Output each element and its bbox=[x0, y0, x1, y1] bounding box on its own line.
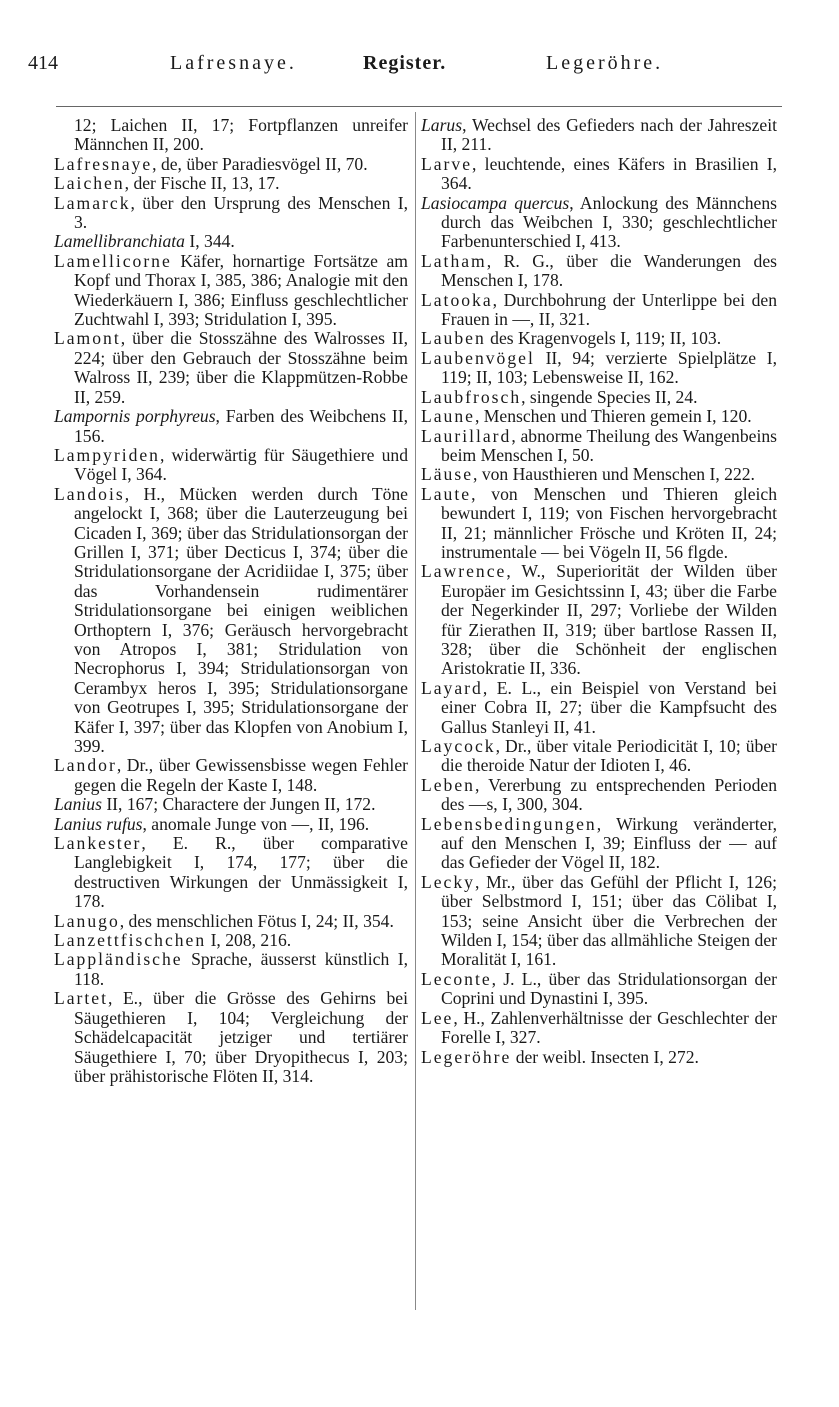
entry-headword: Lafresnaye bbox=[54, 153, 153, 174]
entry-text: , Mr., über das Gefühl der Pflicht I, 126; über Selbstmord I, 151; über das Cölibat I, 153; seine Ansicht über die Verbrechen der Wilden I, 154; über das allmähliche Steigen der Moralität I, 161. bbox=[441, 871, 777, 970]
entry-headword: Leben bbox=[421, 774, 475, 795]
entry-text: , Anlockung des Männchens durch das Weibchen I, 330; geschlechtlicher Farbenunterschied I, 413. bbox=[441, 192, 777, 252]
column-divider bbox=[415, 112, 416, 1310]
entry-headword: Layard bbox=[421, 677, 483, 698]
entry-headword: Laycock bbox=[421, 736, 496, 756]
entry-headword: Lamont bbox=[54, 328, 121, 349]
index-entry bbox=[54, 931, 408, 950]
entry-headword: Larus bbox=[421, 115, 463, 135]
entry-text: , widerwärtig für Säugethiere und Vögel I, 364. bbox=[74, 444, 408, 485]
entry-text: , Vererbung zu entsprechenden Perioden des —s, I, 300, 304. bbox=[441, 774, 777, 815]
entry-headword: Lee bbox=[421, 1007, 454, 1028]
entry-headword: Laubfrosch bbox=[421, 386, 522, 407]
entry-headword: Lebensbedingungen bbox=[421, 813, 597, 834]
entry-text: Käfer, hornartige Fortsätze am Kopf und Thorax I, 385, 386; Analogie mit den Wiederkäuern I, 386; Einfluss geschlechtlicher Zuchtwahl I, 393; Stridulation I, 395. bbox=[74, 250, 408, 330]
index-entry bbox=[54, 795, 408, 814]
entry-headword: Lartet bbox=[54, 988, 108, 1009]
index-entry bbox=[54, 194, 408, 233]
index-entry bbox=[421, 155, 777, 194]
entry-headword: Larve bbox=[421, 153, 473, 174]
index-entry bbox=[421, 465, 777, 484]
entry-headword: Lecky bbox=[421, 871, 475, 892]
entry-headword: Legeröhre bbox=[421, 1046, 512, 1067]
index-entry bbox=[54, 329, 408, 407]
index-entry bbox=[54, 252, 408, 330]
header-rule bbox=[56, 106, 782, 107]
entry-headword: Laune bbox=[421, 406, 475, 427]
entry-headword: Lanius rufus bbox=[54, 813, 143, 834]
entry-headword: Lanzettfischchen bbox=[54, 930, 207, 951]
index-entry bbox=[421, 562, 777, 678]
index-entry bbox=[54, 407, 408, 446]
header-section-title: Register. bbox=[363, 52, 447, 74]
entry-text: , E. L., ein Beispiel von Verstand bei einer Cobra II, 27; über die Kampfsucht des Gallus Stanleyi II, 41. bbox=[441, 677, 777, 737]
entry-headword: Lappländische bbox=[54, 949, 183, 970]
entry-text: , abnorme Theilung des Wangenbeins beim Menschen I, 50. bbox=[441, 425, 777, 465]
entry-text: I, 344. bbox=[184, 231, 235, 252]
index-entry bbox=[421, 970, 777, 1009]
entry-text: , J. L., über das Stridulationsorgan der Coprini und Dynastini I, 395. bbox=[441, 968, 777, 1009]
entry-headword: Lasiocampa quercus bbox=[421, 192, 570, 213]
entry-text: des Kragenvogels I, 119; II, 103. bbox=[485, 328, 722, 349]
index-entry bbox=[421, 873, 777, 970]
index-entry bbox=[54, 815, 408, 834]
entry-headword: Lanugo bbox=[54, 910, 120, 931]
index-entry bbox=[421, 388, 777, 407]
entry-headword: Laute bbox=[421, 483, 472, 504]
entry-text: , Dr., über Gewissensbisse wegen Fehler gegen die Regeln der Kaste I, 148. bbox=[74, 755, 408, 795]
running-header bbox=[28, 52, 804, 82]
entry-text: 12; Laichen II, 17; Fortpflanzen unreifer Männchen II, 200. bbox=[74, 115, 408, 155]
entry-headword: Lamarck bbox=[54, 192, 131, 213]
entry-headword: Latham bbox=[421, 250, 487, 271]
entry-text: , anomale Junge von —, II, 196. bbox=[142, 813, 370, 834]
index-entry bbox=[54, 989, 408, 1086]
entry-text: , der Fische II, 13, 17. bbox=[124, 173, 280, 194]
entry-text: , R. G., über die Wanderungen des Menschen I, 178. bbox=[441, 250, 777, 291]
index-entry bbox=[54, 485, 408, 757]
index-entry bbox=[421, 1009, 777, 1048]
entry-text: , Farben des Weibchens II, 156. bbox=[74, 406, 408, 446]
index-entry bbox=[421, 349, 777, 388]
entry-headword: Lamellibranchiata bbox=[54, 231, 185, 252]
entry-text: , H., Zahlenverhältnisse der Geschlechter der Forelle I, 327. bbox=[441, 1007, 777, 1048]
entry-headword: Laubenvögel bbox=[421, 347, 535, 368]
entry-text: I, 208, 216. bbox=[206, 930, 292, 951]
entry-text: , leuchtende, eines Käfers in Brasilien I, 364. bbox=[441, 153, 777, 194]
entry-headword: Landois bbox=[54, 483, 125, 504]
entry-text: , Durchbohrung der Unterlippe bei den Frauen in —, II, 321. bbox=[441, 289, 777, 330]
entry-headword: Latooka bbox=[421, 289, 493, 310]
entry-headword: Leconte bbox=[421, 968, 492, 989]
index-entry bbox=[421, 1048, 777, 1067]
index-entry bbox=[421, 116, 777, 155]
page-number: 414 bbox=[28, 52, 58, 74]
entry-headword: Lauben bbox=[421, 328, 486, 349]
index-entry bbox=[421, 776, 777, 815]
index-entry bbox=[421, 329, 777, 348]
entry-text: II, 167; Charactere der Jungen II, 172. bbox=[101, 794, 376, 815]
entry-headword: Lamellicorne bbox=[54, 250, 172, 271]
entry-text: , H., Mücken werden durch Töne angelockt I, 368; über die Lauterzeugung bei Cicaden I, 369; über das Stridulationsorgan der Grillen I, 371; über Decticus I, 374; über die Stridulationsorgane der Acridiidae I, 375; über das Vorhandensein rudimentärer Stridulationsorgane bei einigen weiblichen Orthoptern I, 376; Geräusch hervorgebracht von Atropos I, 381; Stridulation von Necrophorus I, 394; Stridulationsorgan von Cerambyx heros I, 395; Stridulationsorgane von Geotrupes I, 395; Stridulationsorgane der Käfer I, 397; über das Klopfen von Anobium I, 399. bbox=[74, 483, 408, 756]
entry-headword: Lankester bbox=[54, 833, 142, 854]
entry-headword: Lanius bbox=[54, 794, 102, 815]
entry-text: , Wechsel des Gefieders nach der Jahreszeit II, 211. bbox=[441, 115, 777, 155]
index-entry bbox=[421, 485, 777, 563]
index-entry bbox=[54, 950, 408, 989]
index-entry bbox=[54, 446, 408, 485]
entry-headword: Laichen bbox=[54, 173, 125, 194]
left-column bbox=[54, 116, 408, 1086]
entry-headword: Landor bbox=[54, 755, 117, 776]
index-entry bbox=[54, 756, 408, 795]
entry-text: , über die Stosszähne des Walrosses II, 224; über den Gebrauch der Stosszähne beim Walross II, 239; über die Klappmützen-Robbe II, 259. bbox=[74, 328, 408, 407]
entry-text: , des menschlichen Fötus I, 24; II, 354. bbox=[119, 910, 394, 931]
entry-text: , Dr., über vitale Periodicität I, 10; über die theroide Natur der Idioten I, 46. bbox=[441, 736, 777, 776]
index-entry bbox=[421, 252, 777, 291]
entry-headword: Läuse bbox=[421, 464, 474, 485]
entry-text: , Wirkung veränderter, auf den Menschen I, 39; Einfluss der — auf das Gefieder der Vögel II, 182. bbox=[441, 813, 777, 873]
entry-text: , von Hausthieren und Menschen I, 222. bbox=[473, 464, 755, 485]
entry-text: , über den Ursprung des Menschen I, 3. bbox=[74, 192, 408, 233]
right-column bbox=[421, 116, 777, 1067]
entry-text: , de, über Paradiesvögel II, 70. bbox=[152, 153, 368, 174]
index-entry bbox=[54, 912, 408, 931]
index-entry bbox=[54, 232, 408, 251]
index-entry bbox=[421, 679, 777, 737]
index-entry bbox=[54, 174, 408, 193]
entry-text: , von Menschen und Thieren gleich bewundert I, 119; von Fischen hervorgebracht II, 21; männlicher Frösche und Kröten II, 24; instrumentale — bei Vögeln II, 56 flgde. bbox=[441, 483, 777, 562]
entry-text: , W., Superiorität der Wilden über Europäer im Gesichtssinn I, 43; über die Farbe der Negerkinder II, 297; Vorliebe der Wilden für Zierathen II, 319; über bartlose Rassen II, 328; über die Schönheit der englischen Aristokratie II, 336. bbox=[441, 561, 777, 679]
entry-text: Sprache, äusserst künstlich I, 118. bbox=[74, 949, 408, 989]
index-entry bbox=[421, 407, 777, 426]
index-entry bbox=[421, 194, 777, 252]
index-entry bbox=[54, 834, 408, 912]
header-right-catchword: Legeröhre. bbox=[546, 52, 664, 74]
index-entry bbox=[421, 815, 777, 873]
entry-headword: Lawrence bbox=[421, 561, 507, 582]
entry-text: der weibl. Insecten I, 272. bbox=[511, 1046, 699, 1067]
entry-text: , singende Species II, 24. bbox=[521, 386, 698, 407]
entry-headword: Laurillard bbox=[421, 425, 512, 446]
index-entry bbox=[421, 291, 777, 330]
index-entry bbox=[54, 155, 408, 174]
index-entry bbox=[421, 427, 777, 466]
index-entry bbox=[54, 116, 408, 155]
entry-text: , E., über die Grösse des Gehirns bei Säugethieren I, 104; Vergleichung der Schädelcapacität jetziger und tertiärer Säugethiere I, 70; über Dryopithecus I, 203; über prähistorische Flöten II, 314. bbox=[74, 988, 408, 1086]
index-entry bbox=[421, 737, 777, 776]
entry-text: II, 94; verzierte Spielplätze I, 119; II, 103; Lebensweise II, 162. bbox=[441, 347, 777, 388]
entry-text: , Menschen und Thieren gemein I, 120. bbox=[474, 406, 752, 427]
header-left-catchword: Lafresnaye. bbox=[170, 52, 297, 74]
entry-headword: Lampyriden bbox=[54, 444, 160, 465]
entry-headword: Lampornis porphyreus bbox=[54, 406, 216, 427]
entry-text: , E. R., über comparative Langlebigkeit I, 174, 177; über die destructiven Wirkungen der Unmässigkeit I, 178. bbox=[74, 833, 408, 912]
